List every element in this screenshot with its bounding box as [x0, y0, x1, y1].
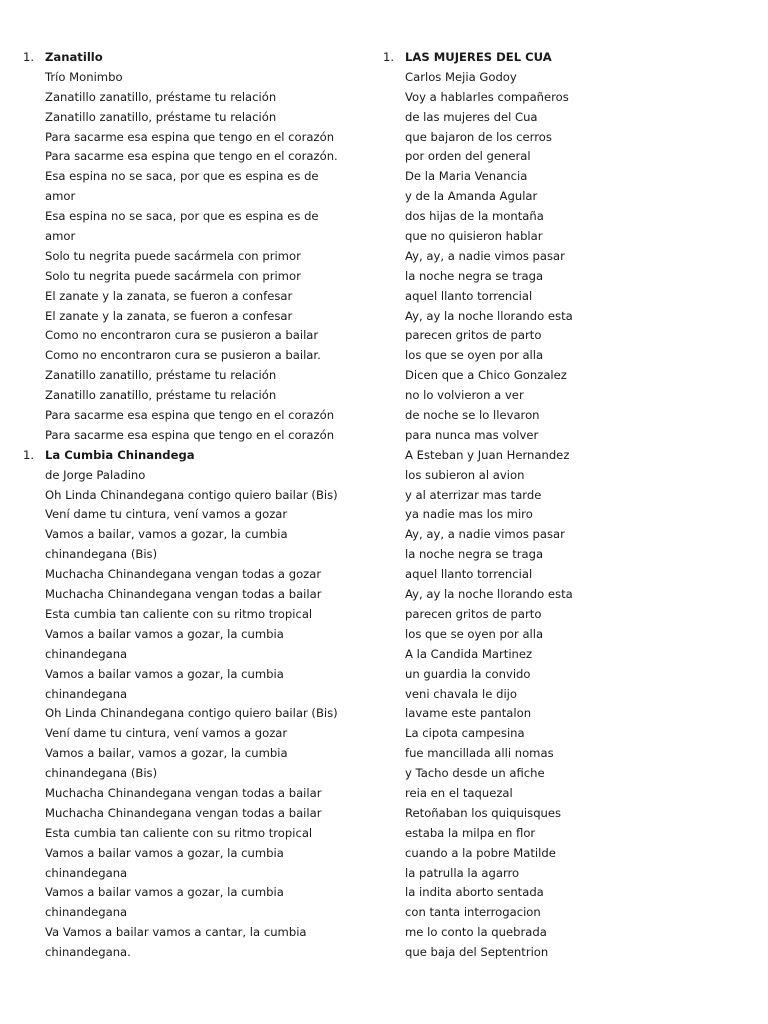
- lyric-line: que no quisieron hablar: [405, 229, 543, 244]
- lyric-line: Vení dame tu cintura, vení vamos a gozar: [45, 507, 288, 522]
- lyric-line: Vamos a bailar vamos a gozar, la cumbia: [45, 666, 284, 681]
- lyric-line: Zanatillo zanatillo, préstame tu relación: [45, 89, 277, 104]
- lyric-line: amor: [45, 189, 76, 204]
- lyric-line: chinandegana: [45, 686, 128, 701]
- lyric-line: la noche negra se traga: [405, 547, 544, 562]
- song-title: Zanatillo: [45, 50, 103, 64]
- lyric-line: fue mancillada alli nomas: [405, 746, 554, 761]
- lyric-line: chinandegana (Bis): [45, 547, 158, 562]
- lyric-line: parecen gritos de parto: [405, 606, 542, 621]
- list-number: 1.: [383, 50, 395, 64]
- lyric-line: Muchacha Chinandegana vengan todas a bailar: [45, 805, 322, 820]
- lyric-line: aquel llanto torrencial: [405, 567, 533, 582]
- song-block: [23, 48, 368, 446]
- lyric-line: cuando a la pobre Matilde: [405, 845, 556, 860]
- lyric-line: Dicen que a Chico Gonzalez: [405, 368, 567, 383]
- lyric-line: Zanatillo zanatillo, préstame tu relación: [45, 368, 277, 383]
- lyric-line: Zanatillo zanatillo, préstame tu relación: [45, 388, 277, 403]
- lyric-line: la patrulla la agarro: [405, 865, 520, 880]
- left-column: [23, 48, 368, 963]
- song-title: LAS MUJERES DEL CUA: [405, 50, 552, 64]
- lyric-line: Para sacarme esa espina que tengo en el corazón: [45, 129, 335, 144]
- lyric-line: Solo tu negrita puede sacármela con primor: [45, 268, 301, 283]
- lyric-line: Vamos a bailar vamos a gozar, la cumbia: [45, 845, 284, 860]
- lyric-line: Muchacha Chinandegana vengan todas a bailar: [45, 587, 322, 602]
- lyric-line: De la Maria Venancia: [405, 169, 528, 184]
- lyric-line: amor: [45, 229, 76, 244]
- lyric-line: estaba la milpa en flor: [405, 825, 536, 840]
- lyric-line: Voy a hablarles compañeros: [405, 89, 569, 104]
- lyric-line: Solo tu negrita puede sacármela con primor: [45, 248, 301, 263]
- lyric-line: Oh Linda Chinandegana contigo quiero bailar (Bis): [45, 487, 338, 502]
- lyric-line: Ay, ay, a nadie vimos pasar: [405, 248, 565, 263]
- lyric-line: La cipota campesina: [405, 726, 525, 741]
- lyric-line: un guardia la convido: [405, 666, 531, 681]
- lyric-line: de las mujeres del Cua: [405, 109, 538, 124]
- lyric-line: que baja del Septentrion: [405, 945, 549, 960]
- lyric-line: no lo volvieron a ver: [405, 388, 524, 403]
- lyric-line: Como no encontraron cura se pusieron a bailar: [45, 328, 319, 343]
- lyric-line: los que se oyen por alla: [405, 348, 544, 363]
- lyric-line: y de la Amanda Agular: [405, 189, 538, 204]
- lyric-line: Para sacarme esa espina que tengo en el corazón.: [45, 149, 338, 164]
- song-lines: [45, 48, 368, 446]
- list-number: 1.: [23, 50, 35, 64]
- song-lines: [405, 48, 753, 963]
- lyric-line: chinandegana: [45, 865, 128, 880]
- lyric-line: Para sacarme esa espina que tengo en el corazón: [45, 427, 335, 442]
- lyric-line: Ay, ay, a nadie vimos pasar: [405, 527, 565, 542]
- lyric-line: los subieron al avion: [405, 467, 525, 482]
- song-block: [23, 446, 368, 963]
- lyric-line: de noche se lo llevaron: [405, 408, 540, 423]
- lyric-line: la indita aborto sentada: [405, 885, 544, 900]
- lyric-line: Vamos a bailar vamos a gozar, la cumbia: [45, 885, 284, 900]
- lyric-line: Esta cumbia tan caliente con su ritmo tropical: [45, 606, 313, 621]
- lyric-line: Retoñaban los quiquisques: [405, 805, 562, 820]
- lyric-line: por orden del general: [405, 149, 531, 164]
- lyric-line: Oh Linda Chinandegana contigo quiero bailar (Bis): [45, 706, 338, 721]
- lyric-line: Esa espina no se saca, por que es espina es de: [45, 169, 319, 184]
- lyric-line: reia en el taquezal: [405, 785, 513, 800]
- song-title: La Cumbia Chinandega: [45, 447, 195, 462]
- lyric-line: Vamos a bailar vamos a gozar, la cumbia: [45, 626, 284, 641]
- lyric-line: ya nadie mas los miro: [405, 507, 533, 522]
- lyric-line: lavame este pantalon: [405, 706, 532, 721]
- lyric-line: y al aterrizar mas tarde: [405, 487, 542, 502]
- lyric-line: El zanate y la zanata, se fueron a confesar: [45, 288, 293, 303]
- song-author: Trío Monimbo: [45, 69, 123, 84]
- lyric-line: Zanatillo zanatillo, préstame tu relación: [45, 109, 277, 124]
- lyric-line: Como no encontraron cura se pusieron a bailar.: [45, 348, 321, 363]
- lyric-line: A la Candida Martinez: [405, 646, 533, 661]
- right-column: [383, 48, 753, 963]
- lyric-line: que bajaron de los cerros: [405, 129, 552, 144]
- lyric-line: chinandegana: [45, 905, 128, 920]
- lyric-line: chinandegana: [45, 646, 128, 661]
- lyric-line: aquel llanto torrencial: [405, 288, 533, 303]
- lyric-line: veni chavala le dijo: [405, 686, 517, 701]
- lyric-line: chinandegana (Bis): [45, 766, 158, 781]
- lyric-line: la noche negra se traga: [405, 268, 544, 283]
- lyric-line: chinandegana.: [45, 945, 131, 960]
- lyric-line: con tanta interrogacion: [405, 905, 541, 920]
- list-number: 1.: [23, 447, 35, 462]
- song-block: [383, 48, 753, 963]
- lyric-line: Esta cumbia tan caliente con su ritmo tropical: [45, 825, 313, 840]
- lyric-line: Va Vamos a bailar vamos a cantar, la cumbia: [45, 925, 307, 940]
- lyric-line: A Esteban y Juan Hernandez: [405, 447, 570, 462]
- lyric-line: para nunca mas volver: [405, 427, 539, 442]
- lyric-line: parecen gritos de parto: [405, 328, 542, 343]
- lyric-line: dos hijas de la montaña: [405, 209, 544, 224]
- lyric-line: Ay, ay la noche llorando esta: [405, 308, 573, 323]
- lyric-line: Esa espina no se saca, por que es espina es de: [45, 209, 319, 224]
- lyric-line: y Tacho desde un afiche: [405, 766, 545, 781]
- lyric-line: me lo conto la quebrada: [405, 925, 547, 940]
- lyric-line: los que se oyen por alla: [405, 626, 544, 641]
- lyric-line: Vamos a bailar, vamos a gozar, la cumbia: [45, 527, 288, 542]
- song-author: Carlos Mejia Godoy: [405, 69, 517, 84]
- lyric-line: Vamos a bailar, vamos a gozar, la cumbia: [45, 746, 288, 761]
- song-author: de Jorge Paladino: [45, 467, 146, 482]
- song-lines: [45, 446, 368, 963]
- lyric-line: Para sacarme esa espina que tengo en el corazón: [45, 408, 335, 423]
- lyric-line: El zanate y la zanata, se fueron a confesar: [45, 308, 293, 323]
- lyric-line: Muchacha Chinandegana vengan todas a gozar: [45, 567, 322, 582]
- lyric-line: Vení dame tu cintura, vení vamos a gozar: [45, 726, 288, 741]
- lyric-line: Ay, ay la noche llorando esta: [405, 587, 573, 602]
- lyric-line: Muchacha Chinandegana vengan todas a bailar: [45, 785, 322, 800]
